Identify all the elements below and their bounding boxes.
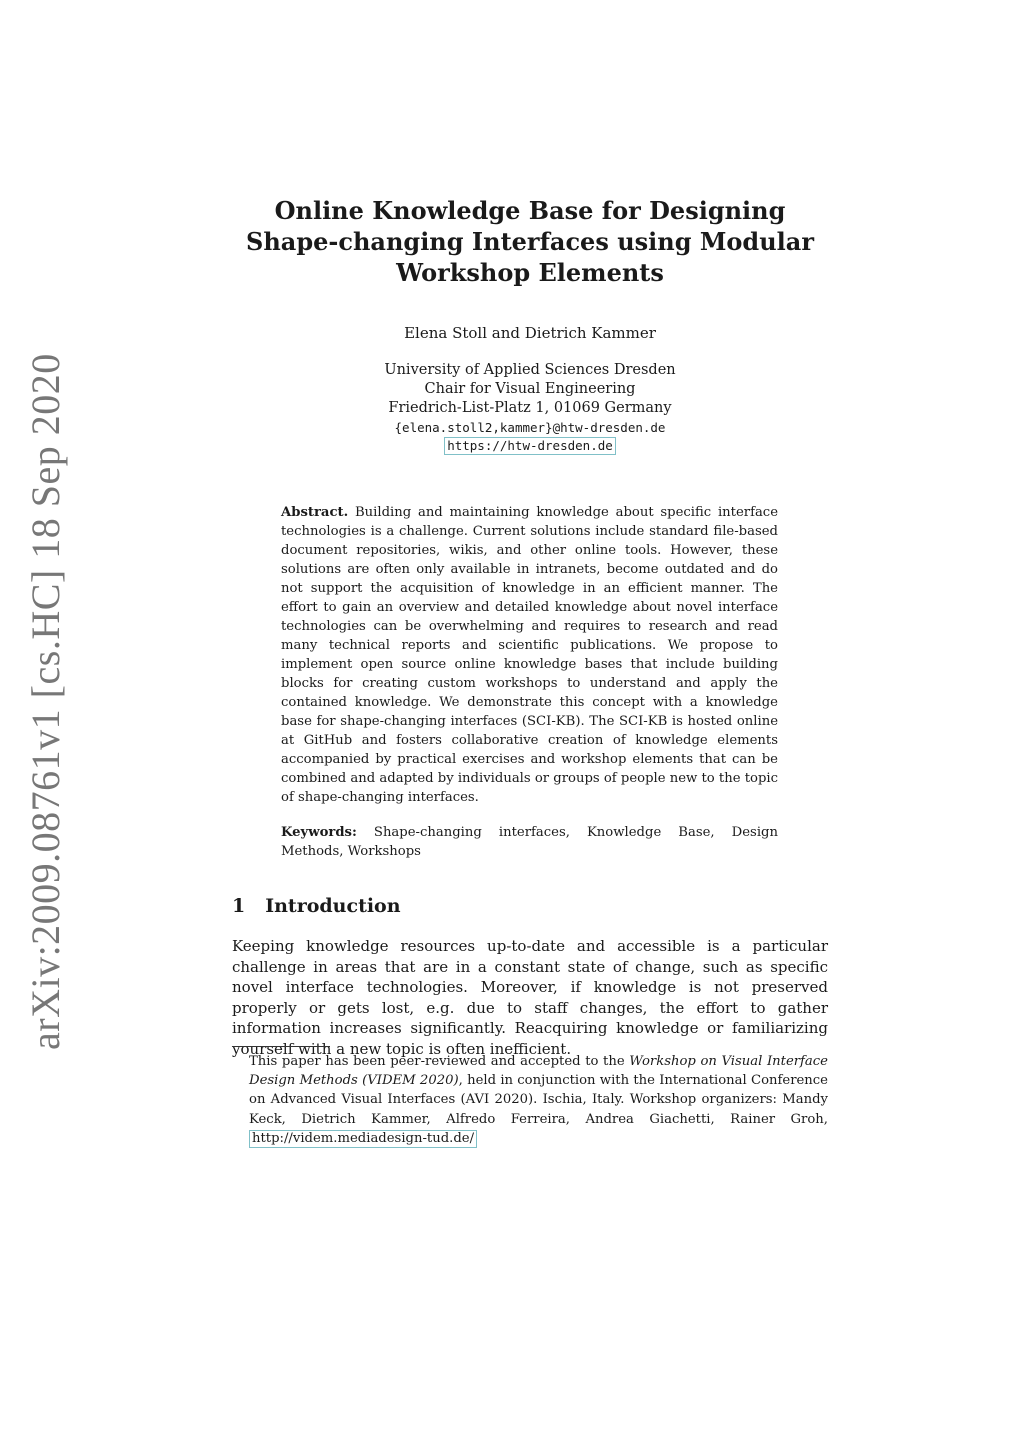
- authors: Elena Stoll and Dietrich Kammer: [404, 324, 656, 342]
- author-emails: {elena.stoll2,kammer}@htw-dresden.de: [394, 420, 666, 435]
- abstract: [281, 503, 778, 807]
- paper-title: [232, 195, 828, 288]
- affiliation: [232, 361, 828, 456]
- section-title: Introduction: [265, 895, 401, 917]
- affiliation-line-3: Friedrich-List-Platz 1, 01069 Germany: [388, 400, 672, 416]
- keywords: [281, 823, 778, 861]
- keywords-text: Shape-changing interfaces, Knowledge Base, Design Methods, Workshops: [281, 825, 778, 859]
- title-line-2: Shape-changing Interfaces using Modular: [246, 227, 814, 256]
- footnote-rule: [232, 1046, 330, 1047]
- affiliation-line-1: University of Applied Sciences Dresden: [384, 362, 676, 378]
- title-line-3: Workshop Elements: [396, 258, 664, 287]
- arxiv-stamp: arXiv:2009.08761v1 [cs.HC] 18 Sep 2020: [23, 353, 68, 1050]
- footnote-middle: , held in conjunction with the International Conference on Advanced Visual Interfaces (AVI 2020). Ischia, Italy. Workshop organizers: Mandy Keck, Dietrich Kammer, Alfredo Ferreira, Andrea Giachetti, Rainer Groh,: [249, 1073, 828, 1127]
- title-line-1: Online Knowledge Base for Designing: [274, 196, 786, 225]
- abstract-text: Building and maintaining knowledge about specific interface technologies is a challenge. Current solutions include standard file-based document repositories, wikis, and other online tools. However, these solutions are often only available in intranets, become outdated and do not support the acquisition of knowledge in an efficient manner. The effort to gain an overview and detailed knowledge about novel interface technologies can be overwhelming and requires to research and read many technical reports and scientific publications. We propose to implement open source online knowledge bases that include building blocks for creating custom workshops to understand and apply the contained knowledge. We demonstrate this concept with a knowledge base for shape-changing interfaces (SCI-KB). The SCI-KB is hosted online at GitHub and fosters collaborative creation of knowledge elements accompanied by practical exercises and workshop elements that can be combined and adapted by individuals or groups of people new to the topic of shape-changing interfaces.: [281, 505, 779, 805]
- footnote: [249, 1052, 828, 1148]
- intro-paragraph: Keeping knowledge resources up-to-date and accessible is a particular challenge in areas that are in a constant state of change, such as specific novel interface technologies. Moreover, if knowledge is not preserved properly or gets lost, e.g. due to staff changes, the effort to gather information increases significantly. Reacquiring knowledge or familiarizing yourself with a new topic is often inefficient.: [232, 937, 828, 1058]
- section-heading: [232, 895, 401, 917]
- section-number: 1: [232, 895, 246, 917]
- affiliation-line-2: Chair for Visual Engineering: [424, 381, 636, 397]
- abstract-label: Abstract.: [281, 505, 349, 520]
- workshop-link[interactable]: http://videm.mediadesign-tud.de/: [249, 1130, 477, 1148]
- footnote-venue: Workshop on Visual Interface Design Methods (VIDEM 2020): [249, 1054, 828, 1089]
- institution-link[interactable]: https://htw-dresden.de: [444, 437, 616, 455]
- footnote-prefix: This paper has been peer-reviewed and accepted to the: [249, 1054, 625, 1069]
- keywords-label: Keywords:: [281, 825, 357, 840]
